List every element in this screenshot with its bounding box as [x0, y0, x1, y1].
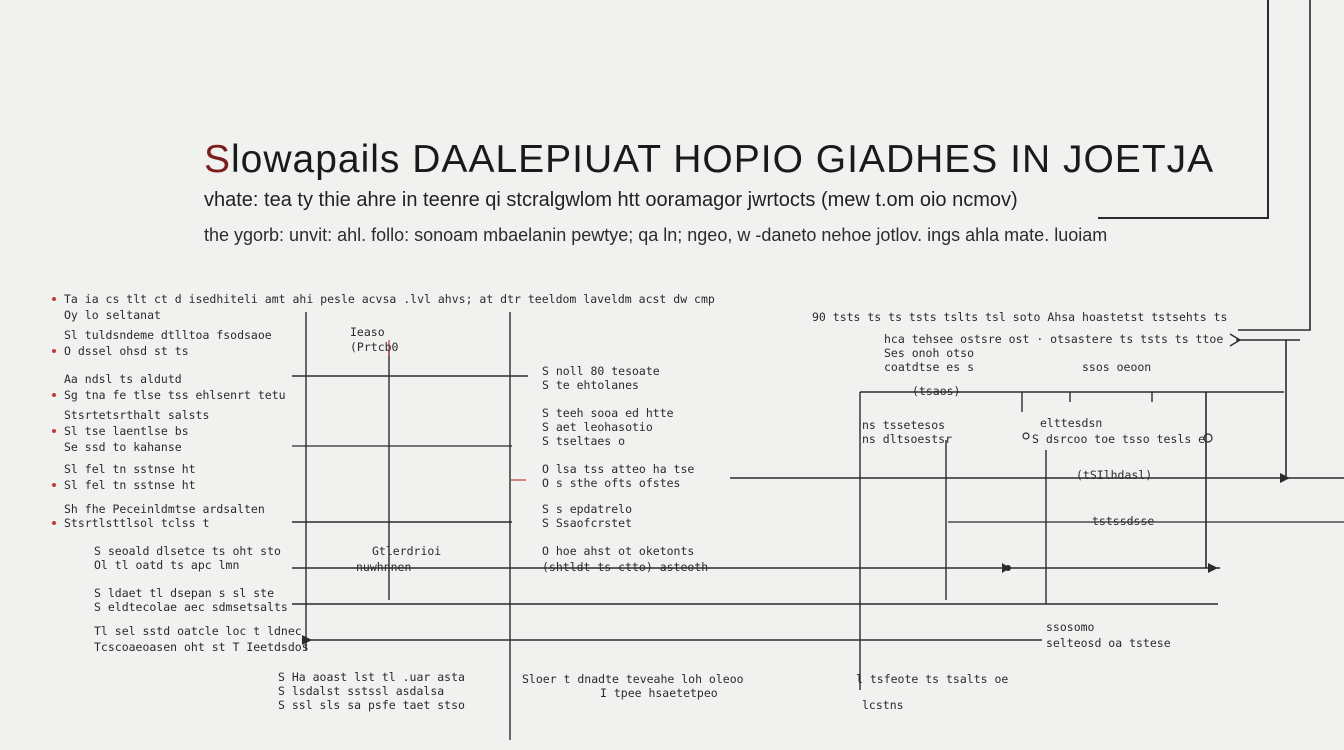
center-label: S teeh sooa ed htte: [542, 406, 674, 420]
node-label: (Prtcb0: [350, 340, 399, 354]
right-label: selteosd oa tstese: [1046, 636, 1171, 650]
title-accent-letter: S: [204, 138, 232, 181]
header-bracket: [1098, 0, 1268, 218]
title-text: lowapails DAALEPIUAT HOPIO GIADHES IN JOETJA: [231, 138, 1215, 181]
right-label: coatdtse es s: [884, 360, 975, 374]
center-label: S Ssaofcrstet: [542, 516, 633, 530]
bottom-label: I tpee hsaetetpeo: [600, 686, 718, 700]
left-lower-label: Tl sel sstd oatcle loc t ldnec: [94, 624, 302, 638]
right-label: Ses onoh otso: [884, 346, 975, 360]
center-label: O lsa tss atteo ha tse: [542, 462, 695, 476]
center-label: O s sthe ofts ofstes: [542, 476, 681, 490]
right-label: ssos oeoon: [1082, 360, 1152, 374]
right-label: (tsaos): [912, 384, 961, 398]
right-header-label: 90 tsts ts ts tsts tslts tsl soto Ahsa hoastetst tstsehts ts: [812, 310, 1228, 324]
left-label: Aa ndsl ts aldutd: [64, 372, 182, 386]
arrowhead-marker: [1280, 473, 1290, 483]
center-label: O hoe ahst ot oketonts: [542, 544, 695, 558]
center-label: S te ehtolanes: [542, 378, 639, 392]
center-label: S aet leohasotio: [542, 420, 653, 434]
left-label: Sg tna fe tlse tss ehlsenrt tetu: [64, 388, 286, 402]
right-label: l tsfeote ts tsalts oe: [856, 672, 1009, 686]
left-lower-label: S seoald dlsetce ts oht sto: [94, 544, 281, 558]
left-label: Stsrtlsttlsol tclss t: [64, 516, 210, 530]
right-label: ns dltsoestsr: [862, 432, 953, 446]
bottom-label: S lsdalst sstssl asdalsa: [278, 684, 445, 698]
left-label: Sl tuldsndeme dtlltoa fsodsaoe: [64, 328, 272, 342]
left-lower-label: Ol tl oatd ts apc lmn: [94, 558, 240, 572]
left-label: Sl fel tn sstnse ht: [64, 462, 196, 476]
left-label: Sl fel tn sstnse ht: [64, 478, 196, 492]
right-label: tstssdsse: [1092, 514, 1155, 528]
bullet-marker: [52, 483, 56, 487]
left-label: Oy lo seltanat: [64, 308, 161, 322]
bullet-marker: [52, 521, 56, 525]
left-lower-label: S ldaet tl dsepan s sl ste: [94, 586, 275, 600]
bottom-label: Sloer t dnadte teveahe loh oleoo: [522, 672, 744, 686]
left-label: Sl tse laentlse bs: [64, 424, 189, 438]
left-label: Se ssd to kahanse: [64, 440, 182, 454]
right-frame-line: [1238, 0, 1310, 330]
bullet-marker: [52, 393, 56, 397]
right-label: hca tehsee ostsre ost · otsastere ts tsts ts ttoe: [884, 332, 1224, 346]
right-label: lcstns: [862, 698, 904, 712]
left-label: O dssel ohsd st ts: [64, 344, 189, 358]
right-label: ssosomo: [1046, 620, 1095, 634]
bottom-label: S ssl sls sa psfe taet stso: [278, 698, 465, 712]
right-label: elttesdsn: [1040, 416, 1103, 430]
bullet-marker: [52, 297, 56, 301]
left-lower-label: Tcscoaeoasen oht st T Ieetdsdos: [94, 640, 309, 654]
right-label: ns tssetesos: [862, 418, 946, 432]
bullet-marker: [52, 429, 56, 433]
bottom-label: S Ha aoast lst tl .uar asta: [278, 670, 465, 684]
node-label: Gtlerdrioi: [372, 544, 442, 558]
center-label: S noll 80 tesoate: [542, 364, 660, 378]
node-label: Ieaso: [350, 325, 385, 339]
node-label: nuwhnnen: [356, 560, 412, 574]
page-title: [204, 138, 1215, 181]
page-description: the ygorb: unvit: ahl. follo: sonoam mbaelanin pewtye; qa ln; ngeo, w -daneto nehoe jotlov. ings ahla mate. luoiam: [204, 225, 1108, 245]
center-label: S s epdatrelo: [542, 502, 633, 516]
arrowhead-marker: [1208, 563, 1218, 573]
right-label: S dsrcoo toe tsso tesls e: [1032, 432, 1206, 446]
junction-dot: [1023, 433, 1029, 439]
right-label: (tSIlhdasl): [1076, 468, 1153, 482]
page-subtitle: vhate: tea ty thie ahre in teenre qi stcralgwlom htt ooramagor jwrtocts (mew t.om oio ncmov): [204, 189, 1018, 211]
junction-dot: [1005, 565, 1011, 571]
bullet-marker: [52, 349, 56, 353]
center-label: (shtldt ts ctto) asteoth: [542, 560, 709, 574]
left-label: Ta ia cs tlt ct d isedhiteli amt ahi pesle acvsa .lvl ahvs; at dtr teeldom laveldm acst dw cmp: [64, 292, 715, 306]
center-label: S tseltaes o: [542, 434, 626, 448]
left-label: Sh fhe Peceinldmtse ardsalten: [64, 502, 265, 516]
left-lower-label: S eldtecolae aec sdmsetsalts: [94, 600, 288, 614]
left-label: Stsrtetsrthalt salsts: [64, 408, 210, 422]
